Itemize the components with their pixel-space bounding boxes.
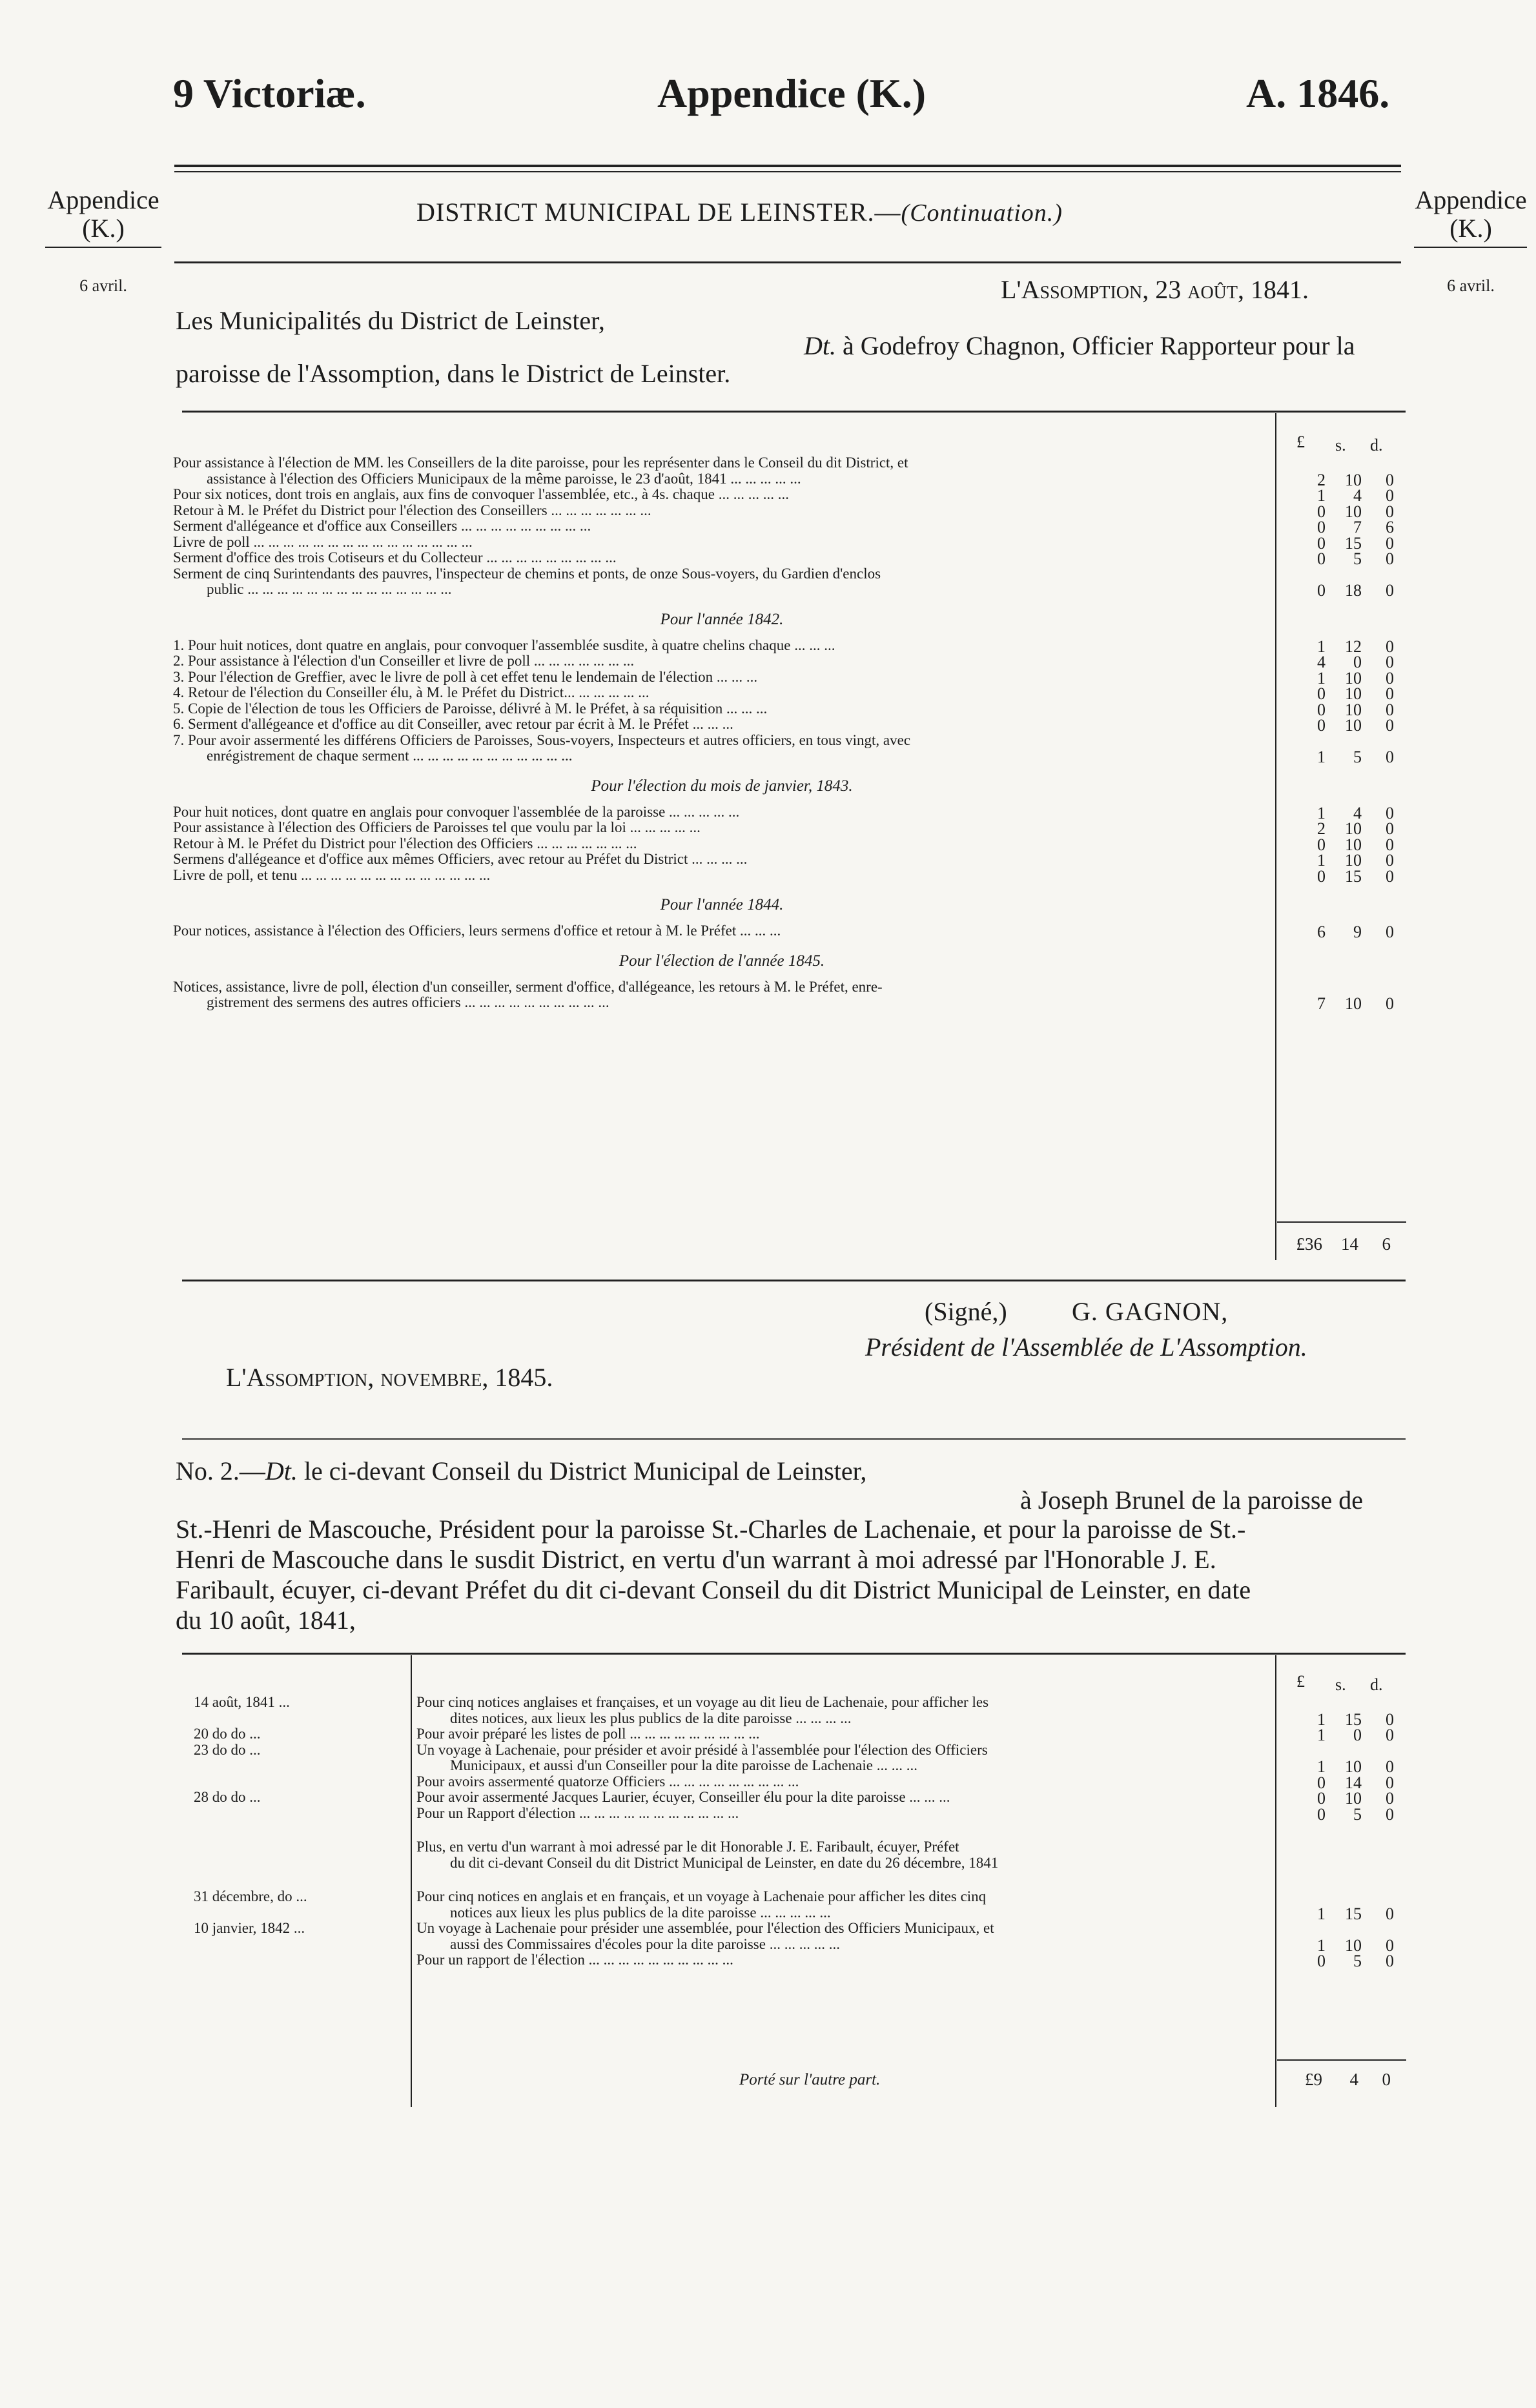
account1-total-rule	[1277, 1221, 1406, 1223]
amount-pounds: 0	[1317, 502, 1326, 521]
entry-date: 10 janvier, 1842 ...	[194, 1920, 305, 1936]
amount-pence: 0	[1386, 700, 1394, 719]
account1-total	[1278, 1234, 1401, 1254]
amount-pounds: 1	[1317, 637, 1326, 656]
table-row: Livre de poll ... ... ... ... ... ... ... ... ... ... ... ... ... ... ...	[173, 533, 473, 550]
amount-shillings: 10	[1345, 851, 1362, 870]
table-row: gistrement des sermens des autres officiers ... ... ... ... ... ... ... ... ... ...	[207, 994, 609, 1010]
account1-total-pence: 6	[1382, 1234, 1391, 1254]
entry-date: 31 décembre, do ...	[194, 1888, 307, 1904]
amount-shillings: 7	[1353, 518, 1362, 536]
table-row: Notices, assistance, livre de poll, élection d'un conseiller, serment d'office, d'allégeance, les retours à M. le Préfet, enre-	[173, 978, 883, 995]
account2-lead-e: Faribault, écuyer, ci-devant Préfet du dit ci-devant Conseil du dit District Municipal de Leinster, en date	[176, 1575, 1251, 1604]
account2-amounts	[1282, 1695, 1404, 2108]
account1-table	[173, 455, 1277, 1259]
amount-shillings: 9	[1353, 923, 1362, 941]
table-row: dites notices, aux lieux les plus publics de la dite paroisse ... ... ... ...	[450, 1709, 852, 1726]
amount-pence: 0	[1386, 835, 1394, 854]
amount-pence: 0	[1386, 851, 1394, 870]
account2-carried: Porté sur l'autre part.	[739, 2071, 881, 2088]
amount-pence: 0	[1386, 637, 1394, 656]
account1-creditor	[804, 331, 1355, 361]
table-row: Pour un rapport de l'élection ... ... ... ... ... ... ... ... ... ...	[416, 1952, 733, 1968]
amount-pounds: 1	[1317, 1904, 1326, 1923]
account1-place-date2	[226, 1362, 553, 1393]
account1-place-date	[1001, 274, 1309, 305]
amount-shillings: 5	[1353, 549, 1362, 568]
table-row: 3. Pour l'élection de Greffier, avec le livre de poll à cet effet tenu le lendemain de l'élection ... ... ...	[173, 668, 758, 685]
amount-pence: 0	[1386, 684, 1394, 703]
table-row: Pour avoir préparé les listes de poll ... ... ... ... ... ... ... ... ...	[416, 1726, 760, 1742]
amount-pence: 0	[1386, 1726, 1394, 1744]
amount-shillings: 15	[1345, 1709, 1362, 1729]
amount-pounds: 1	[1317, 1935, 1326, 1955]
amount-shillings: 10	[1345, 1789, 1362, 1808]
table-row: Retour à M. le Préfet du District pour l'élection des Conseillers ... ... ... ... ... ... ...	[173, 502, 651, 518]
amount-pounds: 1	[1317, 486, 1326, 505]
amount-pounds: 1	[1317, 668, 1326, 688]
amount-pence: 0	[1386, 866, 1394, 886]
account2-total-rule	[1277, 2059, 1406, 2061]
amount-pounds: 0	[1317, 518, 1326, 536]
account1-table-bottom-rule	[182, 1280, 1406, 1281]
section-divider	[182, 1438, 1406, 1440]
account1-total-pounds: £36	[1296, 1234, 1322, 1254]
amount-pounds: 7	[1317, 994, 1326, 1013]
amount-shillings: 0	[1353, 1726, 1362, 1744]
table-row: 7. Pour avoir assermenté les différens Officiers de Paroisses, Sous-voyers, Inspecteurs et autres officiers, en tous vingt, avec	[173, 731, 911, 748]
amount-pounds: 0	[1317, 581, 1326, 600]
amount-shillings: 10	[1345, 1757, 1362, 1776]
table-row: Pour huit notices, dont quatre en anglais pour convoquer l'assemblée de la paroisse ... ... ... ... ...	[173, 803, 740, 820]
account1-place-date2-text: L'Assomption, novembre, 1845.	[226, 1363, 553, 1392]
amount-shillings: 10	[1345, 994, 1362, 1013]
entry-date: 23 do do ...	[194, 1741, 261, 1758]
district-title-main: DISTRICT MUNICIPAL DE LEINSTER.—	[416, 198, 901, 227]
amount	[1282, 1952, 1394, 1971]
account1-signer-title: Président de l'Assemblée de L'Assomption.	[865, 1332, 1307, 1362]
account1-dt: Dt.	[804, 331, 836, 360]
margin-bracket-right	[1414, 247, 1527, 248]
amount-shillings: 10	[1345, 716, 1362, 735]
account2-col-pence: d.	[1370, 1675, 1383, 1694]
amount-pounds: 0	[1317, 835, 1326, 854]
margin-tag-right-line2: (K.)	[1449, 214, 1492, 243]
amount	[1282, 866, 1394, 886]
amount-shillings: 10	[1345, 470, 1362, 489]
amount	[1282, 1904, 1394, 1924]
amount	[1282, 923, 1394, 942]
account1-parish: paroisse de l'Assomption, dans le District de Leinster.	[176, 359, 731, 388]
account2-amount-column-rule	[1275, 1655, 1276, 2107]
section-heading: Pour l'année 1844.	[660, 896, 784, 913]
account2-dates	[194, 1695, 407, 2108]
amount-shillings: 10	[1345, 668, 1362, 688]
amount-pounds: 0	[1317, 549, 1326, 568]
header-appendix: Appendice (K.)	[657, 70, 926, 116]
entry-date: 14 août, 1841 ...	[194, 1694, 290, 1710]
amount-pounds: 1	[1317, 1757, 1326, 1776]
amount-pence: 0	[1386, 668, 1394, 688]
account2-lead-first	[176, 1456, 866, 1486]
warrant-note-cont: du dit ci-devant Conseil du dit District Municipal de Leinster, en date du 26 décembre, 1841	[450, 1854, 999, 1871]
table-row: 6. Serment d'allégeance et d'office au dit Conseiller, avec retour par écrit à M. le Préfet ... ... ...	[173, 716, 733, 732]
margin-date-left: 6 avril.	[79, 276, 127, 295]
account1-table-top-rule	[182, 411, 1406, 413]
amount	[1282, 549, 1394, 569]
table-row: Serment d'office des trois Cotiseurs et du Collecteur ... ... ... ... ... ... ... ... ...	[173, 549, 617, 566]
amount-pounds: 1	[1317, 1726, 1326, 1744]
amount-shillings: 15	[1345, 533, 1362, 553]
amount-pounds: 0	[1317, 1773, 1326, 1792]
account2-lead-a: le ci-devant Conseil du District Municipal de Leinster,	[303, 1456, 867, 1485]
account1-debtor: Les Municipalités du District de Leinster,	[176, 306, 605, 335]
amount-shillings: 10	[1345, 835, 1362, 854]
amount-shillings: 10	[1345, 502, 1362, 521]
amount	[1282, 1726, 1394, 1745]
amount-shillings: 15	[1345, 1904, 1362, 1923]
amount-pence: 0	[1386, 923, 1394, 941]
margin-tag-right-line1: Appendice	[1415, 185, 1527, 214]
header-session: 9 Victoriæ.	[173, 70, 366, 116]
entry-date: 28 do do ...	[194, 1789, 261, 1805]
amount-pence: 0	[1386, 748, 1394, 766]
header-year: A. 1846.	[1246, 70, 1390, 116]
amount-pence: 0	[1386, 653, 1394, 671]
amount-pounds: 1	[1317, 803, 1326, 822]
amount-pence: 0	[1386, 1804, 1394, 1824]
table-row: notices aux lieux les plus publics de la dite paroisse ... ... ... ... ...	[450, 1904, 831, 1921]
amount-pence: 0	[1386, 1904, 1394, 1923]
amount-shillings: 0	[1353, 653, 1362, 671]
amount-pounds: 1	[1317, 851, 1326, 870]
table-row: 2. Pour assistance à l'élection d'un Conseiller et livre de poll ... ... ... ... ... ... ...	[173, 653, 635, 669]
table-row: enrégistrement de chaque serment ... ... ... ... ... ... ... ... ... ... ...	[207, 748, 573, 764]
table-row: Retour à M. le Préfet du District pour l'élection des Officiers ... ... ... ... ... ... ...	[173, 835, 637, 852]
amount-pounds: 6	[1317, 923, 1326, 941]
table-row: Pour six notices, dont trois en anglais, aux fins de convoquer l'assemblée, etc., à 4s. chaque ... ... ... ... ...	[173, 486, 789, 502]
table-row: Sermens d'allégeance et d'office aux mêmes Officiers, avec retour au Préfet du District ... ... ... ...	[173, 851, 748, 867]
amount	[1282, 994, 1394, 1014]
amount-pence: 0	[1386, 1789, 1394, 1808]
table-row: 1. Pour huit notices, dont quatre en anglais, pour convoquer l'assemblée susdite, à quatre chelins chaque ... ... ...	[173, 637, 835, 653]
amount-pounds: 1	[1317, 1709, 1326, 1729]
amount-pence: 0	[1386, 1773, 1394, 1792]
account1-signed: (Signé,)	[925, 1297, 1007, 1326]
account2-col-pounds: £	[1296, 1672, 1305, 1691]
account2-total-pounds: £9	[1305, 2070, 1322, 2089]
entry-date: 20 do do ...	[194, 1726, 261, 1742]
account2-table-top-rule	[182, 1653, 1406, 1655]
amount-shillings: 4	[1353, 803, 1362, 822]
account1-total-shillings: 14	[1341, 1234, 1358, 1254]
amount-pence: 0	[1386, 470, 1394, 489]
amount-shillings: 5	[1353, 1804, 1362, 1824]
section-heading: Pour l'élection du mois de janvier, 1843.	[591, 777, 853, 795]
amount-pence: 0	[1386, 549, 1394, 568]
amount-pence: 0	[1386, 819, 1394, 838]
account2-lead-d: Henri de Mascouche dans le susdit District, en vertu d'un warrant à moi adressé par l'Honorable J. E.	[176, 1545, 1216, 1574]
amount-pence: 0	[1386, 1935, 1394, 1955]
amount-pounds: 2	[1317, 470, 1326, 489]
amount-pence: 0	[1386, 803, 1394, 822]
table-row: assistance à l'élection des Officiers Municipaux de la même paroisse, le 23 d'août, 1841 ... ... ... ... ...	[207, 470, 801, 487]
account2-table	[416, 1695, 1275, 2108]
account1-col-shillings: s.	[1335, 436, 1346, 454]
amount-shillings: 18	[1345, 581, 1362, 600]
amount-shillings: 10	[1345, 700, 1362, 719]
table-row: aussi des Commissaires d'écoles pour la dite paroisse ... ... ... ... ...	[450, 1935, 840, 1952]
table-row: Pour assistance à l'élection de MM. les Conseillers de la dite paroisse, pour les représenter dans le Conseil du dit District, et	[173, 454, 908, 471]
amount-pence: 0	[1386, 533, 1394, 553]
amount-pounds: 0	[1317, 533, 1326, 553]
account2-lead-b: à Joseph Brunel de la paroisse de	[1020, 1485, 1363, 1515]
amount-pence: 0	[1386, 581, 1394, 600]
table-row: Pour cinq notices anglaises et françaises, et un voyage au dit lieu de Lachenaie, pour afficher les	[416, 1694, 989, 1710]
amount-pounds: 0	[1317, 700, 1326, 719]
section-heading: Pour l'élection de l'année 1845.	[619, 952, 825, 970]
amount	[1282, 748, 1394, 767]
amount-pounds: 1	[1317, 748, 1326, 766]
amount-shillings: 10	[1345, 684, 1362, 703]
title-rule	[174, 261, 1401, 263]
amount-pounds: 0	[1317, 1789, 1326, 1808]
amount-pounds: 0	[1317, 866, 1326, 886]
margin-tag-left	[39, 186, 168, 243]
account1-signer: G. GAGNON,	[1072, 1297, 1229, 1326]
amount-shillings: 10	[1345, 1935, 1362, 1955]
margin-bracket-left	[45, 247, 161, 248]
table-row: Pour cinq notices en anglais et en français, et un voyage à Lachenaie pour afficher les dites cinq	[416, 1888, 987, 1904]
amount-pence: 0	[1386, 502, 1394, 521]
table-row: Pour avoir assermenté Jacques Laurier, écuyer, Conseiller élu pour la dite paroisse ... ... ...	[416, 1789, 950, 1805]
header-rule	[174, 165, 1401, 172]
table-row: Pour notices, assistance à l'élection des Officiers, leurs sermens d'office et retour à M. le Préfet ... ... ...	[173, 923, 781, 939]
account2-total	[1278, 2070, 1401, 2090]
account2-lead-c: St.-Henri de Mascouche, Président pour la paroisse St.-Charles de Lachenaie, et pour la paroisse de St.-	[176, 1515, 1246, 1544]
table-row: Pour assistance à l'élection des Officiers de Paroisses tel que voulu par la loi ... ... ... ... ...	[173, 819, 701, 835]
table-row: Serment d'allégeance et d'office aux Conseillers ... ... ... ... ... ... ... ... ...	[173, 518, 591, 534]
account2-col-shillings: s.	[1335, 1675, 1346, 1694]
amount-pounds: 0	[1317, 684, 1326, 703]
table-row: Pour avoirs assermenté quatorze Officiers ... ... ... ... ... ... ... ... ...	[416, 1773, 799, 1790]
amount-pounds: 4	[1317, 653, 1326, 671]
amount-pounds: 0	[1317, 1952, 1326, 1970]
amount-pence: 6	[1386, 518, 1394, 536]
account1-amounts	[1282, 455, 1404, 1259]
margin-tag-left-line2: (K.)	[82, 214, 125, 243]
table-row: Serment de cinq Surintendants des pauvres, l'inspecteur de chemins et ponts, de onze Sous-voyers, du Gardien d'enclos	[173, 565, 881, 582]
account2-date-column-rule	[411, 1655, 412, 2107]
table-row: Un voyage à Lachenaie pour présider une assemblée, pour l'élection des Officiers Municipaux, et	[416, 1920, 994, 1936]
table-row: Livre de poll, et tenu ... ... ... ... ... ... ... ... ... ... ... ... ...	[173, 866, 491, 883]
amount-shillings: 12	[1345, 637, 1362, 656]
district-title	[416, 197, 1063, 227]
table-row: Municipaux, et aussi d'un Conseiller pour la dite paroisse de Lachenaie ... ... ...	[450, 1757, 917, 1773]
amount	[1282, 581, 1394, 600]
amount-pounds: 0	[1317, 716, 1326, 735]
section-heading: Pour l'année 1842.	[660, 610, 784, 628]
amount-pounds: 2	[1317, 819, 1326, 838]
account2-no: No. 2.—	[176, 1456, 265, 1485]
amount-shillings: 5	[1353, 1952, 1362, 1970]
amount-pounds: 0	[1317, 1804, 1326, 1824]
amount-pence: 0	[1386, 1709, 1394, 1729]
table-row: Un voyage à Lachenaie, pour présider et avoir présidé à l'assemblée pour l'élection des Officiers	[416, 1741, 988, 1758]
account2-lead-f: du 10 août, 1841,	[176, 1606, 356, 1635]
amount	[1282, 716, 1394, 735]
district-title-continuation: (Continuation.)	[901, 199, 1063, 227]
account1-col-pounds: £	[1296, 433, 1305, 451]
account2-dt: Dt.	[265, 1456, 298, 1485]
amount-pence: 0	[1386, 994, 1394, 1013]
table-row: 5. Copie de l'élection de tous les Officiers de Paroisse, délivré à M. le Préfet, à sa réquisition ... ... ...	[173, 700, 768, 717]
amount	[1282, 1804, 1394, 1824]
amount-shillings: 4	[1353, 486, 1362, 505]
table-row: 4. Retour de l'élection du Conseiller élu, à M. le Préfet du District... ... ... ... ... ...	[173, 684, 650, 700]
account2-total-shillings: 4	[1349, 2070, 1358, 2089]
margin-tag-right	[1406, 186, 1535, 243]
account1-place-date-text: L'Assomption, 23 août, 1841.	[1001, 275, 1309, 304]
margin-tag-left-line1: Appendice	[47, 185, 159, 214]
account1-col-pence: d.	[1370, 436, 1383, 454]
margin-date-right: 6 avril.	[1447, 276, 1495, 295]
account2-total-pence: 0	[1382, 2070, 1391, 2089]
amount-pence: 0	[1386, 1757, 1394, 1776]
amount-shillings: 5	[1353, 748, 1362, 766]
table-row: Pour un Rapport d'élection ... ... ... ... ... ... ... ... ... ... ...	[416, 1804, 739, 1821]
amount-pence: 0	[1386, 486, 1394, 505]
amount-shillings: 10	[1345, 819, 1362, 838]
amount-pence: 0	[1386, 716, 1394, 735]
account1-creditor-text: à Godefroy Chagnon, Officier Rapporteur pour la	[843, 331, 1355, 360]
table-row: public ... ... ... ... ... ... ... ... ... ... ... ... ... ...	[207, 581, 452, 597]
amount-shillings: 14	[1345, 1773, 1362, 1792]
warrant-note: Plus, en vertu d'un warrant à moi adressé par le dit Honorable J. E. Faribault, écuyer, Préfet	[416, 1839, 959, 1855]
amount-shillings: 15	[1345, 866, 1362, 886]
amount-pence: 0	[1386, 1952, 1394, 1970]
